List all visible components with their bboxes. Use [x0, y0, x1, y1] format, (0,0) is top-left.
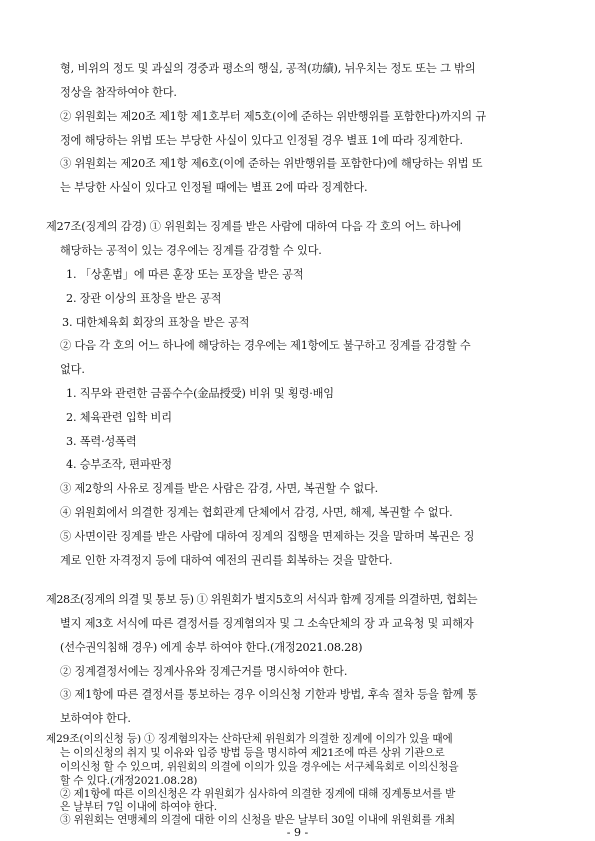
article-27-exception-3: 3. 폭력·성폭력 [66, 435, 137, 448]
article-27-exception-1: 1. 직무와 관련한 금품수수(金品授受) 비위 및 횡령·배임 [66, 387, 334, 400]
article-27-para5-line-1: ⑤ 사면이란 징계를 받은 사람에 대하여 징계의 집행을 면제하는 것을 말하며 복권은 징 [60, 530, 475, 543]
intro-para3-line-1: ③ 위원회는 제20조 제1항 제6호(이에 준하는 위반행위를 포함한다)에 해당하는 위법 또 [60, 157, 483, 170]
article-27-line-2: 해당하는 공적이 있는 경우에는 징계를 감경할 수 있다. [60, 244, 322, 257]
article-29-para2-line-2: 은 날부터 7일 이내에 하여야 한다. [60, 801, 217, 813]
article-28-para3-line-2: 보하여야 한다. [60, 712, 131, 725]
article-29-line-2: 는 이의신청의 취지 및 이유와 입증 방법 등을 명시하여 제21조에 따른 상위 기관으로 [60, 747, 445, 759]
article-29-line-4-visible: 할 수 있다.(개정2021.08.28) [60, 775, 198, 787]
article-29-heading-line: 제29조(이의신청 등) ① 징계혐의자는 산하단체 위원회가 의결한 징계에 이의가 있을 때에 [46, 733, 453, 745]
article-27-item-2: 2. 장관 이상의 표창을 받은 공적 [66, 292, 222, 305]
article-28-para3-line-1: ③ 제1항에 따른 결정서를 통보하는 경우 이의신청 기한과 방법, 후속 절차 등을 함께 통 [60, 688, 478, 701]
article-27-para2-line-1: ② 다음 각 호의 어느 하나에 해당하는 경우에는 제1항에도 불구하고 징계를 감경할 수 [60, 339, 471, 352]
article-27-item-1: 1. 「상훈법」에 따른 훈장 또는 포장을 받은 공적 [66, 268, 304, 281]
article-28-heading-line: 제28조(징계의 의결 및 통보 등) ① 위원회가 별지5호의 서식과 함께 징계를 의결하면, 협회는 [46, 593, 478, 606]
article-28-para2: ② 징계결정서에는 징계사유와 징계근거를 명시하여야 한다. [60, 665, 348, 678]
intro-line-1: 형, 비위의 정도 및 과실의 경중과 평소의 행실, 공적(功績), 뉘우치는 정도 또는 그 밖의 [60, 62, 476, 75]
article-28-line-3: (선수권익침해 경우) 에게 송부 하여야 한다.(개정2021.08.28) [60, 641, 363, 654]
article-29-line-3: 이의신청 할 수 있으며, 위원회의 의결에 이의가 있을 경우에는 서구체육회로 이의신청을 [60, 761, 459, 773]
article-27-para4: ④ 위원회에서 의결한 징계는 협회관계 단체에서 감경, 사면, 해제, 복권할 수 없다. [60, 506, 453, 519]
article-27-exception-4: 4. 승부조작, 편파판정 [66, 458, 172, 471]
article-29-para2-line-1: ② 제1항에 따른 이의신청은 각 위원회가 심사하여 의결한 징계에 대해 징계통보서를 받 [60, 788, 456, 800]
article-27-item-3: 3. 대한체육회 회장의 표창을 받은 공적 [62, 316, 250, 329]
intro-line-2: 정상을 참작하여야 한다. [60, 86, 177, 99]
page-number: - 9 - [286, 826, 309, 839]
article-27-para2-line-2: 없다. [60, 363, 85, 376]
article-29-para3: ③ 위원회는 연맹체의 의결에 대한 이의 신청을 받은 날부터 30일 이내에 위원회를 개최 [60, 814, 455, 826]
article-27-exception-2: 2. 체육관련 입학 비리 [66, 411, 172, 424]
intro-para2-line-2: 정에 해당하는 위법 또는 부당한 사실이 있다고 인정될 경우 별표 1에 따라 징계한다. [60, 134, 463, 147]
intro-para3-line-2: 는 부당한 사실이 있다고 인정될 때에는 별표 2에 따라 징계한다. [60, 181, 368, 194]
article-28-line-2: 별지 제3호 서식에 따른 결정서를 징계혐의자 및 그 소속단체의 장 과 교육청 및 피해자 [60, 617, 474, 630]
article-27-para5-line-2: 계로 인한 자격정지 등에 대하여 예전의 권리를 회복하는 것을 말한다. [60, 554, 393, 567]
article-27-heading-line: 제27조(징계의 감경) ① 위원회는 징계를 받은 사람에 대하여 다음 각 호의 어느 하나에 [46, 220, 462, 233]
intro-para2-line-1: ② 위원회는 제20조 제1항 제1호부터 제5호(이에 준하는 위반행위를 포함한다)까지의 규 [60, 110, 486, 123]
article-27-para3: ③ 제2항의 사유로 징계를 받은 사람은 감경, 사면, 복권할 수 없다. [60, 482, 379, 495]
